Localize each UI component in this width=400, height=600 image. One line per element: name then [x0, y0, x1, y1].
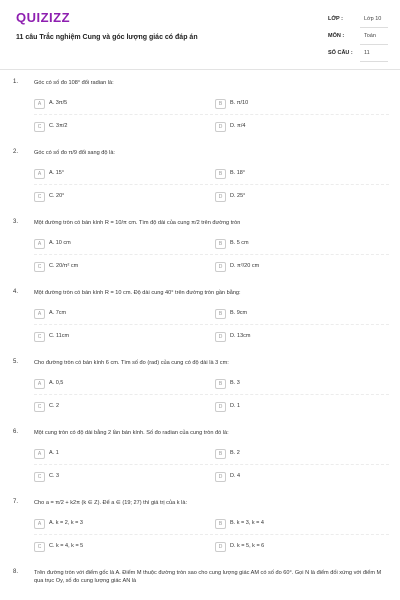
option-text: B. 5 cm: [230, 240, 249, 246]
option-letter-box: A: [34, 309, 45, 319]
option-letter-box: C: [34, 402, 45, 412]
question-number: 4.: [13, 289, 19, 295]
quizizz-logo: QUIZIZZ: [16, 10, 71, 25]
question-number: 2.: [13, 149, 19, 155]
option-letter-box: B: [215, 309, 226, 319]
option-letter-box: D: [215, 402, 226, 412]
option-text: B. 2: [230, 450, 240, 456]
meta-underline: [360, 61, 388, 62]
meta-row-class: [318, 13, 388, 30]
option-text: A. 3π/5: [49, 100, 68, 106]
option-divider: [34, 254, 389, 255]
option-letter-box: B: [215, 169, 226, 179]
option-text: C. 3: [49, 473, 60, 479]
question-text: Góc có số đo π/9 đổi sang độ là:: [34, 150, 115, 156]
option-text: A. k = 2, k = 3: [49, 520, 83, 526]
option-text: D. 1: [230, 403, 241, 409]
meta-key: LỚP :: [328, 16, 343, 22]
option-text: C. 20/π² cm: [49, 263, 79, 269]
option-letter-box: A: [34, 99, 45, 109]
option-letter-box: A: [34, 239, 45, 249]
meta-row-count: [318, 47, 388, 64]
option-text: C. 3π/2: [49, 123, 68, 129]
question-number: 1.: [13, 79, 19, 85]
option-text: D. k = 5, k = 6: [230, 543, 265, 549]
question-text: Một đường tròn có bán kính R = 10/π cm. Tìm độ dài của cung π/2 trên đường tròn: [34, 220, 241, 226]
meta-value: Toán: [364, 33, 376, 39]
option-text: C. 20°: [49, 193, 65, 199]
option-letter-box: B: [215, 239, 226, 249]
question-text: Cho a = π/2 + k2π (k ∈ Z). Để a ∈ (19; 27) thì giá trị của k là:: [34, 500, 188, 506]
option-letter-box: A: [34, 449, 45, 459]
option-letter-box: B: [215, 519, 226, 529]
question-number: 6.: [13, 429, 19, 435]
meta-row-subject: [318, 30, 388, 47]
option-text: B. 18°: [230, 170, 246, 176]
option-letter-box: C: [34, 332, 45, 342]
meta-key: SỐ CÂU :: [328, 50, 353, 56]
option-divider: [34, 534, 389, 535]
option-text: D. π/4: [230, 123, 246, 129]
option-text: D. π²/20 cm: [230, 263, 260, 269]
option-letter-box: A: [34, 169, 45, 179]
meta-key: MÔN :: [328, 33, 345, 39]
option-letter-box: C: [34, 192, 45, 202]
option-text: A. 10 cm: [49, 240, 71, 246]
option-letter-box: D: [215, 472, 226, 482]
option-letter-box: A: [34, 379, 45, 389]
option-letter-box: D: [215, 332, 226, 342]
option-text: D. 25°: [230, 193, 246, 199]
option-text: D. 4: [230, 473, 241, 479]
worksheet-header: [0, 0, 400, 70]
meta-value: Lớp 10: [364, 16, 382, 22]
option-letter-box: D: [215, 262, 226, 272]
option-text: B. 3: [230, 380, 240, 386]
option-divider: [34, 114, 389, 115]
option-letter-box: D: [215, 192, 226, 202]
worksheet-title: 11 câu Trắc nghiệm Cung và góc lượng giác có đáp án: [16, 34, 198, 41]
option-divider: [34, 464, 389, 465]
question-text: Cho đường tròn có bán kính 6 cm. Tìm số đo (rad) của cung có độ dài là 3 cm:: [34, 360, 229, 366]
option-text: A. 7cm: [49, 310, 67, 316]
option-letter-box: A: [34, 519, 45, 529]
option-letter-box: C: [34, 262, 45, 272]
option-letter-box: B: [215, 99, 226, 109]
option-text: C. 11cm: [49, 333, 70, 339]
option-text: B. π/10: [230, 100, 249, 106]
option-divider: [34, 394, 389, 395]
option-letter-box: C: [34, 472, 45, 482]
option-text: D. 13cm: [230, 333, 251, 339]
option-text: A. 0,5: [49, 380, 64, 386]
meta-table: [318, 13, 388, 64]
meta-value: 11: [364, 50, 370, 56]
meta-underline: [360, 44, 388, 45]
option-letter-box: C: [34, 542, 45, 552]
option-letter-box: B: [215, 379, 226, 389]
question-number: 7.: [13, 499, 19, 505]
option-text: B. k = 3, k = 4: [230, 520, 264, 526]
option-letter-box: C: [34, 122, 45, 132]
option-letter-box: D: [215, 542, 226, 552]
option-letter-box: B: [215, 449, 226, 459]
option-text: C. 2: [49, 403, 60, 409]
question-text: Một cung tròn có độ dài bằng 2 lần bán kính. Số đo radian của cung tròn đó là:: [34, 430, 229, 436]
question-number: 8.: [13, 569, 19, 575]
option-divider: [34, 184, 389, 185]
option-divider: [34, 324, 389, 325]
question-text: Một đường tròn có bán kính R = 10 cm. Độ dài cung 40° trên đường tròn gần bằng:: [34, 290, 241, 296]
option-text: B. 9cm: [230, 310, 248, 316]
question-number: 5.: [13, 359, 19, 365]
option-text: A. 15°: [49, 170, 65, 176]
option-text: C. k = 4, k = 5: [49, 543, 84, 549]
question-text: Góc có số đo 108° đổi radian là:: [34, 80, 114, 86]
question-text: Trên đường tròn với điểm gốc là A. Điểm M thuộc đường tròn sao cho cung lượng giác AM có số đo 60°. Gọi N là điểm đối xứng với điểm M qua trục Oy, số đo cung lượng giác AN là: [34, 570, 382, 584]
option-text: A. 1: [49, 450, 59, 456]
meta-underline: [360, 27, 388, 28]
option-letter-box: D: [215, 122, 226, 132]
question-number: 3.: [13, 219, 19, 225]
